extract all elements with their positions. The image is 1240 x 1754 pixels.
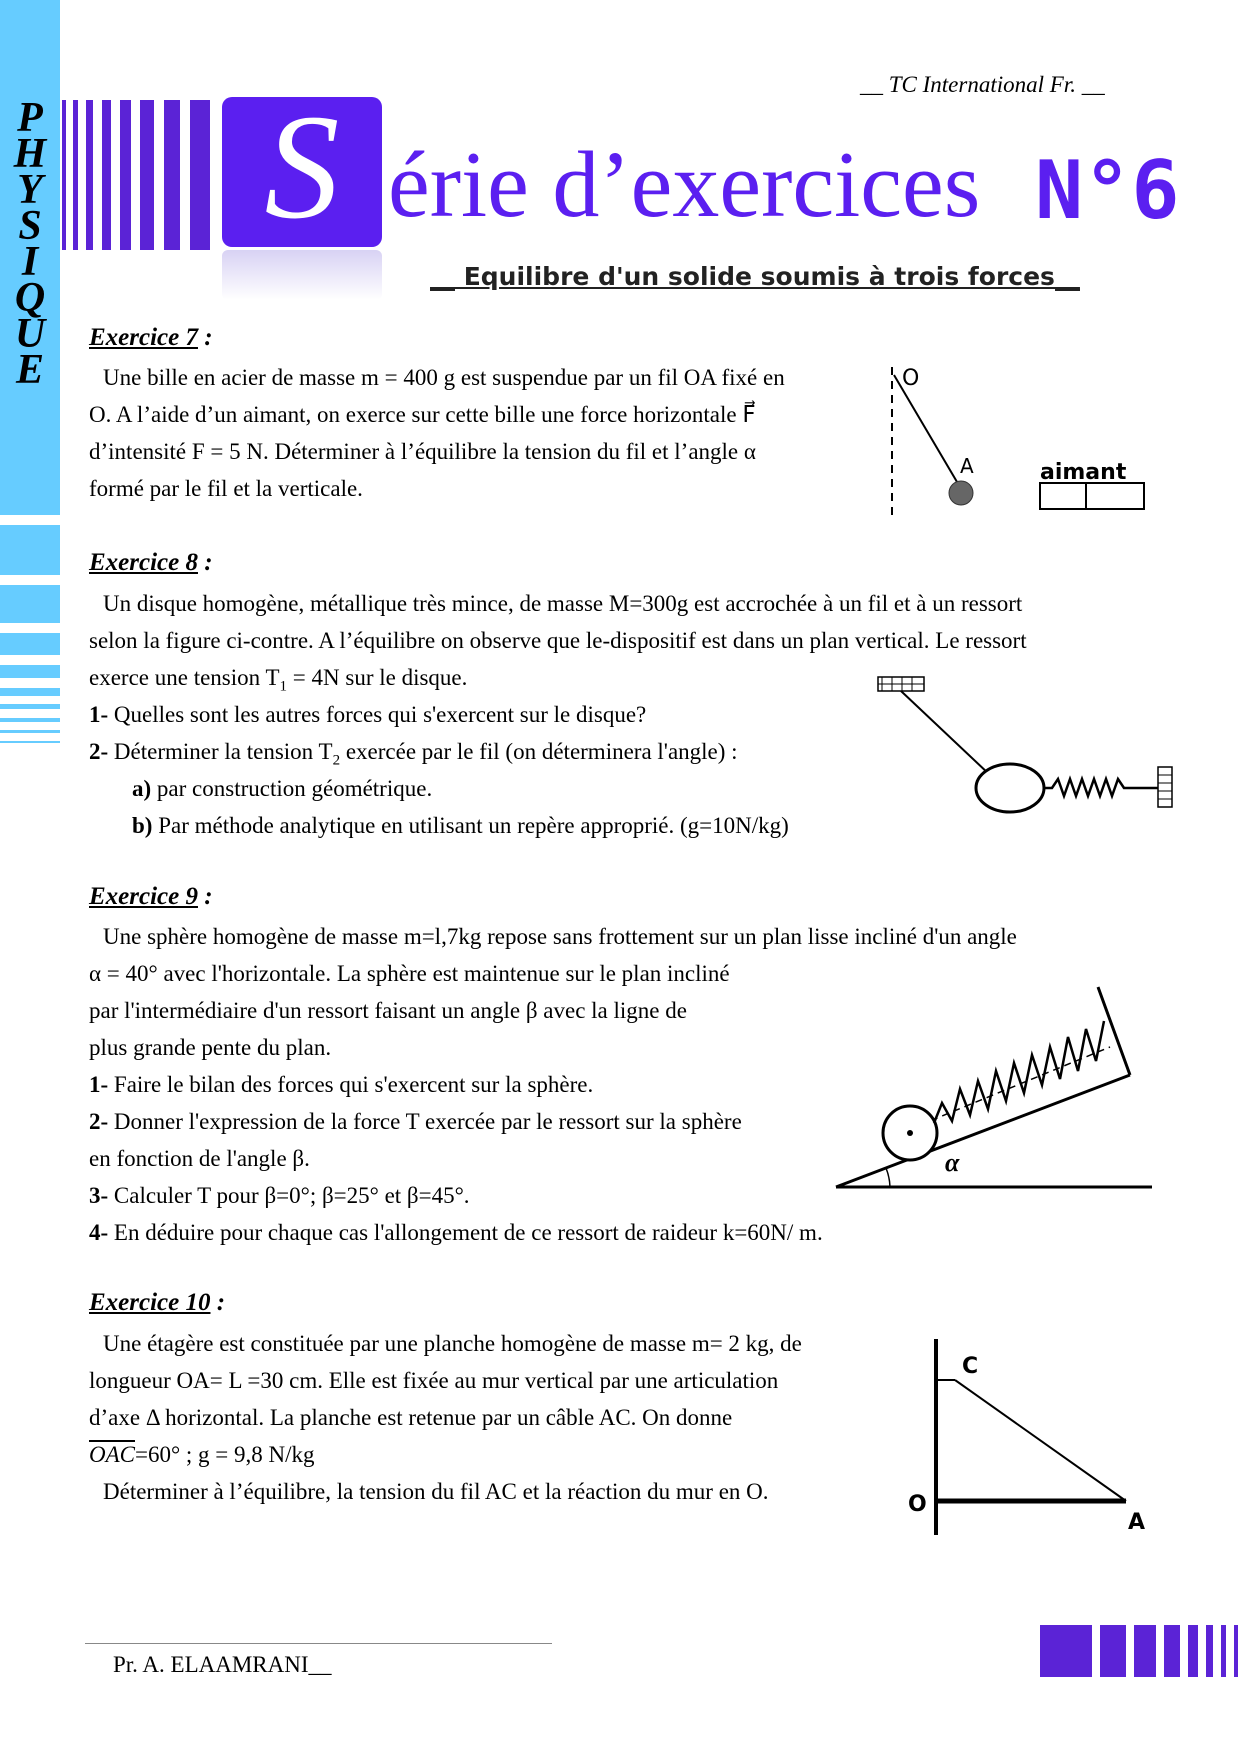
page-title: érie d’exercices [388, 133, 981, 237]
sidebar-letter: Q [14, 275, 46, 321]
author-name: Pr. A. ELAAMRANI__ [113, 1652, 332, 1677]
exercise-7-heading [89, 324, 213, 352]
exercise-title-colon: : [197, 324, 213, 351]
exercise-8-heading [89, 549, 213, 577]
text-line: Un disque homogène, métallique très mince, de masse M=300g est accrochée à un fil et à un ressort [103, 591, 1023, 616]
exercise-8-tension: exerce une tension $T_1 = 4N$ sur le disque. [89, 665, 468, 695]
exercise-10-given: $\overline{OAC}=60^\circ$ ; g = 9,8 N/kg [89, 1442, 315, 1467]
exercise-8-question-2b: b) Par méthode analytique en utilisant un repère approprié. (g=10N/kg) [132, 813, 789, 838]
text-line: α = 40° avec l'horizontale. La sphère est maintenue sur le plan incliné [89, 961, 730, 986]
ball-icon [949, 481, 973, 505]
svg-text:O: O [908, 1492, 927, 1517]
sidebar-letter: H [13, 131, 47, 177]
exercise-9-question-3: 3- Calculer T pour β=0°; β=25° et β=45°. [89, 1183, 470, 1208]
text-line: d’intensité F = 5 N. Déterminer à l’équilibre la tension du fil et l’angle α [89, 439, 756, 464]
angle-label: $\overline{OAC}$ [89, 1442, 135, 1467]
sidebar-stripe [0, 730, 60, 733]
exercise-10-task: Déterminer à l’équilibre, la tension du fil AC et la réaction du mur en O. [103, 1479, 769, 1504]
sidebar-stripe [0, 665, 60, 678]
exercise-title: Exercice 7 [89, 324, 198, 351]
svg-text:A: A [1128, 1510, 1146, 1535]
exercise-title: Exercice 8 [89, 549, 198, 576]
text-line: formé par le fil et la verticale. [89, 476, 363, 501]
exercise-7-text [89, 359, 864, 507]
exercise-9-question-2: 2- Donner l'expression de la force T exercée par le ressort sur la sphère [89, 1109, 742, 1134]
exercise-9-question-2-cont: en fonction de l'angle β. [89, 1146, 310, 1171]
svg-text:A: A [960, 454, 974, 478]
text-line: d’axe Δ horizontal. La planche est retenue par un câble AC. On donne [89, 1405, 733, 1430]
sidebar-letter: Y [17, 167, 43, 213]
exercise-7-figure [880, 355, 1150, 520]
exercise-title: Exercice 10 [89, 1289, 211, 1316]
text-line: longueur OA= L =30 cm. Elle est fixée au mur vertical par une articulation [89, 1368, 779, 1393]
sidebar-stripe [0, 741, 60, 743]
text-line: Une bille en acier de masse m = 400 g est suspendue par un fil OA fixé en [103, 365, 785, 390]
exercise-title-colon: : [197, 883, 213, 910]
text-line: Une étagère est constituée par une planche homogène de masse m= 2 kg, de [103, 1331, 802, 1356]
sidebar-stripe [0, 718, 60, 722]
page-subtitle: __ Equilibre d'un solide soumis à trois forces__ [430, 262, 1080, 291]
exercise-8-question-2: 2- Déterminer la tension $T_2$ exercée par le fil (on déterminera l'angle) : [89, 739, 738, 769]
sidebar-stripe [0, 704, 60, 709]
svg-text:C: C [962, 1354, 979, 1379]
series-number: N°6 [1035, 144, 1180, 237]
exercise-title: Exercice 9 [89, 883, 198, 910]
text-line: O. A l’aide d’un aimant, on exerce sur cette bille une force horizontale F⃗ [89, 402, 756, 427]
text-line: par l'intermédiaire d'un ressort faisant un angle β avec la ligne de [89, 998, 687, 1023]
title-reflection [222, 250, 382, 300]
svg-text:aimant: aimant [1040, 460, 1127, 485]
exercise-title-colon: : [197, 549, 213, 576]
footer-divider [85, 1643, 552, 1644]
sidebar-letter: S [18, 203, 42, 249]
sidebar-stripe [0, 585, 60, 623]
svg-text:O: O [902, 366, 920, 391]
exercise-10-figure [900, 1335, 1160, 1535]
exercise-8-question-1: 1- Quelles sont les autres forces qui s'exercent sur le disque? [89, 702, 647, 727]
exercise-8-figure [870, 675, 1180, 815]
exercise-title-colon: : [210, 1289, 226, 1316]
disc-icon [976, 764, 1044, 812]
exercise-9-text [89, 955, 809, 1066]
exercise-8-question-2a: a) par construction géométrique. [132, 776, 433, 801]
text-line: selon la figure ci-contre. A l’équilibre on observe que le-dispositif est dans un plan vertical. Le ressort [89, 628, 1027, 653]
sidebar-letter: U [14, 311, 46, 357]
sidebar-subject-letters [0, 95, 60, 393]
spring-icon [934, 1021, 1104, 1123]
magnet-icon [1040, 483, 1144, 509]
title-initial: S [264, 84, 340, 250]
sidebar-letter: E [15, 347, 44, 393]
exercise-8-intro [89, 585, 1164, 659]
svg-text:α: α [945, 1148, 960, 1177]
sidebar-stripe [0, 688, 60, 696]
exercise-9-figure [830, 975, 1160, 1195]
sidebar-letter: P [17, 95, 43, 141]
exercise-10-heading [89, 1289, 225, 1317]
text-line: plus grande pente du plan. [89, 1035, 332, 1060]
sidebar-stripe [0, 633, 60, 655]
exercise-9-question-1: 1- Faire le bilan des forces qui s'exercent sur la sphère. [89, 1072, 594, 1097]
wall-mount-icon [1158, 767, 1172, 807]
sidebar-letter: I [21, 239, 39, 285]
exercise-9-question-4: 4- En déduire pour chaque cas l'allongement de ce ressort de raideur k=60N/ m. [89, 1220, 823, 1245]
exercise-9-line-1: Une sphère homogène de masse m=l,7kg repose sans frottement sur un plan lisse incliné d'un angle [103, 924, 1017, 949]
spring-icon [1044, 779, 1158, 796]
class-label: __ TC International Fr. __ [860, 72, 1105, 97]
exercise-10-text [89, 1325, 874, 1436]
exercise-9-heading [89, 883, 213, 911]
sidebar-stripe [0, 525, 60, 575]
